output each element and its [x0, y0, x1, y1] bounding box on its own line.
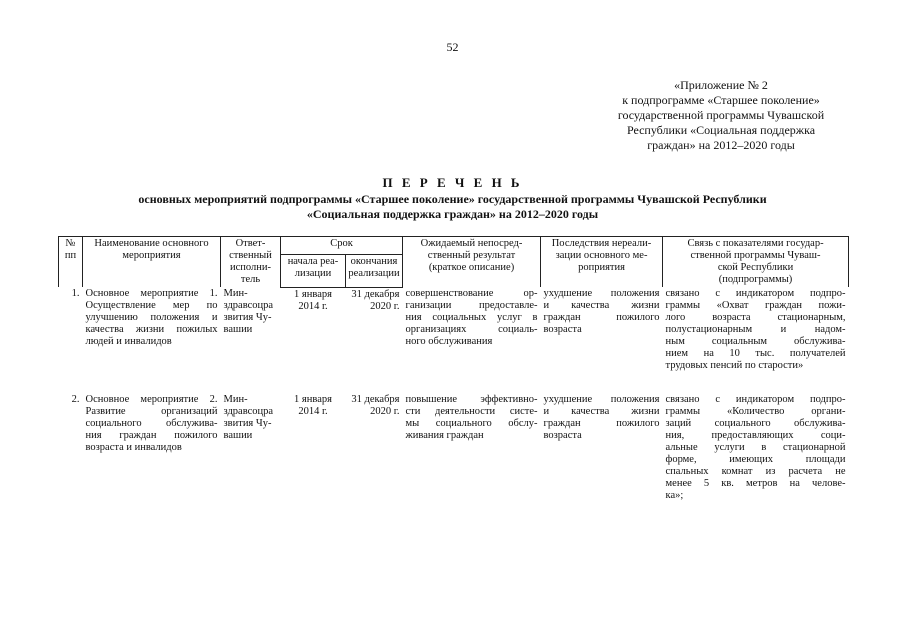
appendix-line: государственной программы Чувашской: [617, 108, 825, 122]
subtitle-line: «Социальная поддержка граждан» на 2012–2020 годы: [306, 207, 599, 221]
row-start: 1 января 2014 г.: [294, 394, 332, 417]
header-end: окончания реализации: [346, 255, 403, 287]
measures-table: [58, 236, 849, 503]
row-name: Основное мероприятие 2. Развитие организаций социального обслужива- ния граждан пожилого возраста и инвалидов: [85, 394, 218, 453]
row-num: 2.: [71, 394, 80, 405]
header-result: Ожидаемый непосред- ственный результат (краткое описание): [403, 237, 541, 288]
appendix-line: «Приложение № 2: [674, 78, 768, 92]
row-start: 1 января 2014 г.: [294, 288, 332, 312]
appendix-line: к подпрограмме «Старшее поколение»: [622, 93, 820, 107]
header-num: № пп: [59, 237, 83, 288]
table-row: [59, 393, 849, 503]
header-executor: Ответ- ственный исполни- тель: [221, 237, 281, 288]
header-start: начала реа- лизации: [281, 255, 346, 287]
page-number: 52: [446, 40, 459, 54]
row-link: связано с индикатором подпро- граммы «Количество органи- заций социального обслужива- ния, предоставляющих соци- альные услуги в стационарной форме, имеющих площади спальных комнат из расчета не менее 5 кв. метров на челове- ка»;: [665, 394, 846, 501]
appendix-note: [590, 78, 852, 153]
header-consequences: Последствия нереали- зации основного ме- роприятия: [541, 237, 663, 288]
appendix-line: Республики «Социальная поддержка: [626, 123, 816, 137]
row-name: Основное мероприятие 1. Осуществление мер по улучшению положения и качества жизни пожилых людей и инвалидов: [85, 288, 218, 347]
row-executor: Мин- здравсоцра звития Чу- вашии: [223, 394, 274, 441]
table-row: [59, 287, 849, 373]
appendix-line: граждан» на 2012–2020 годы: [647, 138, 795, 152]
row-result: совершенствование ор- ганизации предоставле- ния социальных услуг в организациях социаль- ного обслуживания: [405, 288, 538, 347]
header-name: Наименование основного мероприятия: [83, 237, 221, 288]
row-executor: Мин- здравсоцра звития Чу- вашии: [223, 288, 274, 335]
row-end: 31 декабря 2020 г.: [351, 394, 400, 417]
row-link: связано с индикатором подпро- граммы «Охват граждан пожи- лого возраста стационарным, полустационарным и надом- ным социальным обслужива- нием на 10 тыс. получателей трудовых пенсий по старости»: [665, 288, 846, 371]
document-subtitle: [0, 192, 905, 222]
row-end: 31 декабря 2020 г.: [351, 288, 400, 312]
row-consequences: ухудшение положения и качества жизни граждан пожилого возраста: [543, 288, 660, 335]
row-result: повышение эффективно- сти деятельности систе- мы социального обслу- живания граждан: [405, 394, 538, 441]
header-link: Связь с показателями государ- ственной программы Чуваш- ской Республики (подпрограммы): [663, 237, 849, 288]
row-num: 1.: [71, 288, 80, 299]
subtitle-line: основных мероприятий подпрограммы «Старшее поколение» государственной программы Чувашской Республики: [138, 192, 767, 206]
row-consequences: ухудшение положения и качества жизни граждан пожилого возраста: [543, 394, 660, 441]
header-term: Срок: [281, 237, 403, 255]
document-title: П Е Р Е Ч Е Н Ь: [382, 175, 523, 190]
